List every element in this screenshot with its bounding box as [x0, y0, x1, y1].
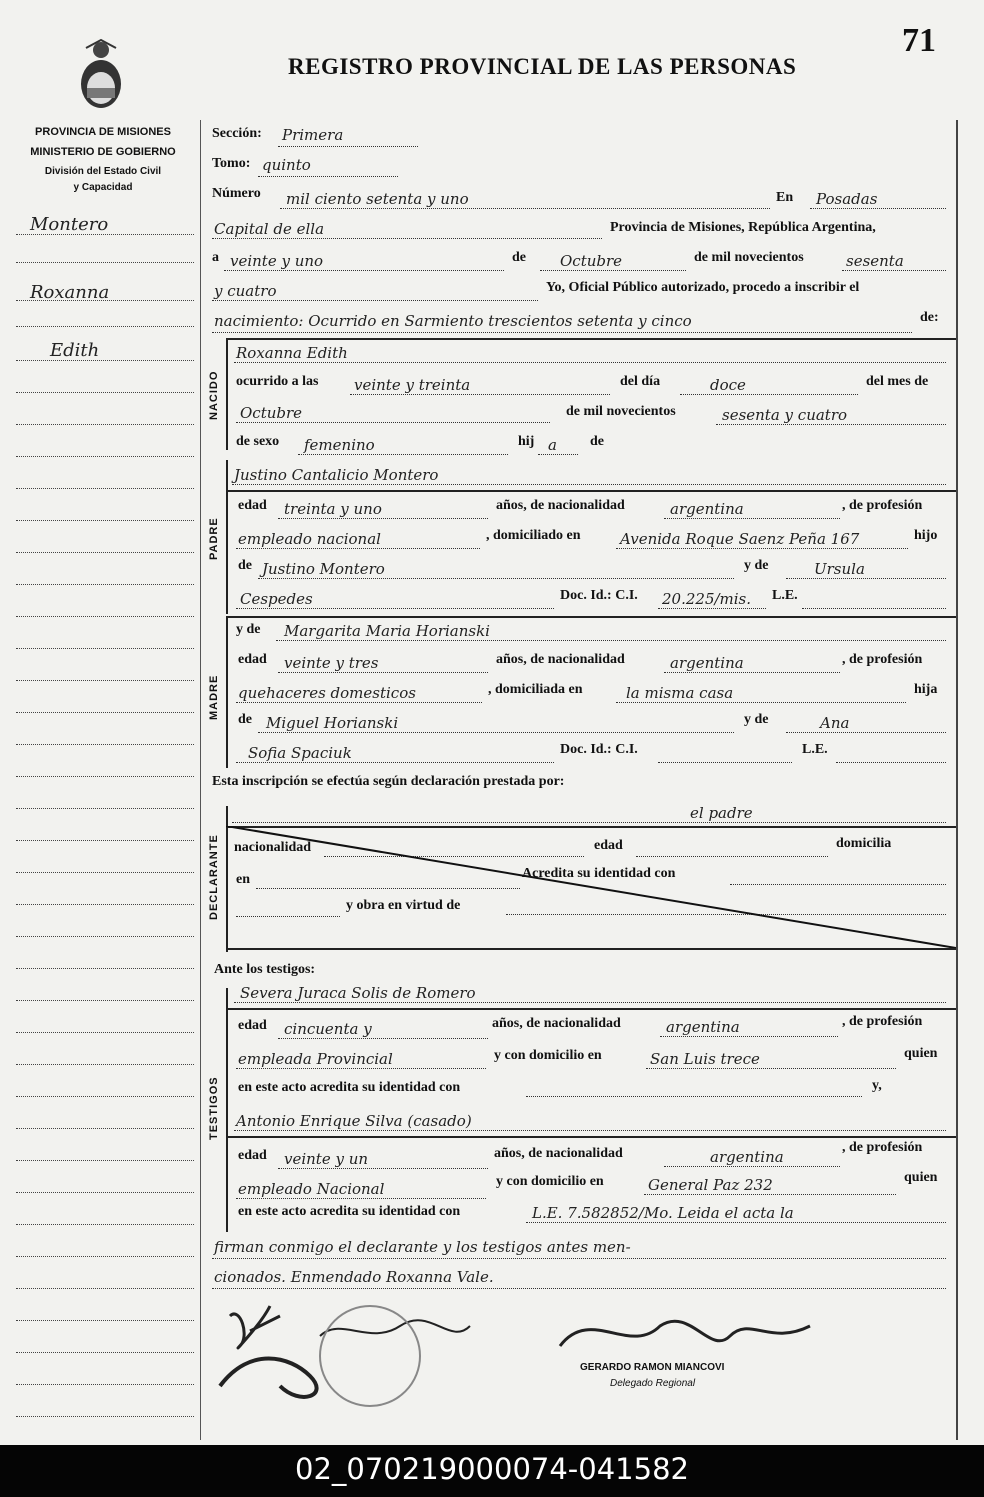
t2-nac-value: argentina	[710, 1148, 784, 1166]
anio-inscripcion-value: sesenta	[846, 252, 904, 270]
padre-dom-label: , domiciliado en	[486, 528, 581, 543]
madre-nac-value: argentina	[670, 654, 744, 672]
cancel-slash-line	[226, 826, 956, 948]
madre-prof-value: quehaceres domesticos	[238, 684, 416, 702]
t2-dom-label: y con domicilio en	[496, 1174, 604, 1189]
abuela-paterna-value: Ursula	[814, 560, 865, 578]
padre-le-label: L.E.	[772, 588, 798, 603]
document-title: REGISTRO PROVINCIAL DE LAS PERSONAS	[288, 54, 797, 79]
numero-value: mil ciento setenta y uno	[286, 190, 469, 208]
padre-doc-label: Doc. Id.: C.I.	[560, 588, 638, 603]
en-value: Posadas	[816, 190, 878, 208]
margin-surname: Montero	[30, 214, 109, 235]
t2-edad-label: edad	[238, 1148, 267, 1163]
t1-prof-value: empleada Provincial	[238, 1050, 393, 1068]
abuelo-paterno-value: Justino Montero	[262, 560, 385, 578]
coat-of-arms-icon	[76, 38, 126, 118]
t1-nac-value: argentina	[666, 1018, 740, 1036]
office-division: División del Estado Civil	[44, 166, 162, 177]
testigo1-nombre-value: Severa Juraca Solis de Romero	[240, 984, 476, 1002]
tomo-label: Tomo:	[212, 156, 251, 171]
padre-de-label: de	[238, 558, 252, 573]
en-label: En	[776, 190, 794, 205]
office-capacidad: y Capacidad	[73, 182, 133, 193]
margin-second-name: Edith	[50, 340, 100, 361]
t1-edad-label: edad	[238, 1018, 267, 1033]
t1-acredita-label: en este acto acredita su identidad con	[238, 1080, 461, 1095]
a-label: a	[212, 250, 219, 265]
madre-dom-label: , domiciliada en	[488, 682, 583, 697]
provincia-label: Provincia de Misiones, República Argentina,	[610, 220, 876, 235]
hij-suffix-value: a	[548, 436, 557, 454]
madre-le-label: L.E.	[802, 742, 828, 757]
t1-dom-value: San Luis trece	[650, 1050, 760, 1068]
t2-edad-value: veinte y un	[284, 1150, 369, 1168]
tomo-value: quinto	[262, 156, 311, 174]
anio-inscripcion-value-2: y cuatro	[214, 282, 277, 300]
t2-dom-value: General Paz 232	[648, 1176, 773, 1194]
yo-label: Yo, Oficial Público autorizado, procedo a inscribir el	[546, 280, 860, 295]
madre-de-label: de	[238, 712, 252, 727]
sexo-label: de sexo	[236, 434, 280, 449]
del-dia-label: del día	[620, 374, 661, 389]
madre-edad-value: veinte y tres	[284, 654, 379, 672]
de-mil-label: de mil novecientos	[694, 250, 804, 265]
numero-label: Número	[212, 186, 261, 201]
madre-nac-label: años, de nacionalidad	[496, 652, 625, 667]
seal-stamp	[320, 1306, 420, 1406]
anio-nacimiento-value: sesenta y cuatro	[722, 406, 848, 424]
acredita-label: Acredita su identidad con	[522, 866, 676, 881]
page-number: 71	[902, 22, 936, 59]
mes-nacimiento-value: Octubre	[240, 404, 303, 422]
testigos-side-label: TESTIGOS	[208, 1076, 220, 1140]
t2-acredita-label: en este acto acredita su identidad con	[238, 1204, 461, 1219]
official-stamp-title: Delegado Regional	[610, 1378, 696, 1389]
padre-side-label: PADRE	[208, 517, 220, 560]
seccion-value: Primera	[282, 126, 344, 144]
de-colon-label: de:	[920, 310, 939, 325]
declarante-en-label: en	[236, 872, 250, 887]
t2-nac-label: años, de nacionalidad	[494, 1146, 623, 1161]
acta-value: nacimiento: Ocurrido en Sarmiento trescientos setenta y cinco	[214, 312, 692, 330]
padre-nac-label: años, de nacionalidad	[496, 498, 625, 513]
abuelo-materno-value: Miguel Horianski	[266, 714, 399, 732]
madre-edad-label: edad	[238, 652, 267, 667]
signatures-area	[210, 1296, 950, 1426]
t1-edad-value: cincuenta y	[284, 1020, 372, 1038]
inscripcion-label: Esta inscripción se efectúa según declaración prestada por:	[212, 774, 565, 789]
t1-nac-label: años, de nacionalidad	[492, 1016, 621, 1031]
t1-y-label: y,	[872, 1078, 882, 1093]
cierre-line-1: firman conmigo el declarante y los testigos antes men-	[214, 1238, 631, 1256]
padre-nombre-value: Justino Cantalicio Montero	[234, 466, 439, 484]
abuela-paterna-value-2: Cespedes	[240, 590, 313, 608]
seccion-label: Sección:	[212, 126, 262, 141]
t2-doc-value: L.E. 7.582852/Mo. Leida el acta la	[532, 1204, 794, 1222]
de-mil-2-label: de mil novecientos	[566, 404, 676, 419]
capital-value: Capital de ella	[214, 220, 325, 238]
padre-ci-value: 20.225/mis.	[662, 590, 752, 608]
scan-id-footer: 02_070219000074-041582	[0, 1445, 984, 1497]
madre-dom-value: la misma casa	[626, 684, 734, 702]
testigo2-nombre-value: Antonio Enrique Silva (casado)	[236, 1112, 472, 1130]
madre-nombre-value: Margarita Maria Horianski	[284, 622, 490, 640]
signature-3	[320, 1320, 470, 1336]
dia-value: doce	[710, 376, 746, 394]
signature-2	[220, 1359, 317, 1397]
madre-doc-label: Doc. Id.: C.I.	[560, 742, 638, 757]
padre-edad-label: edad	[238, 498, 267, 513]
padre-edad-value: treinta y uno	[284, 500, 382, 518]
sexo-value: femenino	[304, 436, 375, 454]
declarante-side-label: DECLARANTE	[208, 834, 220, 920]
office-province: PROVINCIA DE MISIONES	[35, 126, 171, 138]
t1-dom-label: y con domicilio en	[494, 1048, 602, 1063]
t2-prof-value: empleado Nacional	[238, 1180, 385, 1198]
declarante-edad-label: edad	[594, 838, 623, 853]
t2-prof-label: , de profesión	[842, 1140, 923, 1155]
margin-first-name: Roxanna	[30, 282, 110, 303]
mes-inscripcion-value: Octubre	[560, 252, 623, 270]
office-ministry: MINISTERIO DE GOBIERNO	[30, 146, 176, 158]
t2-quien-label: quien	[904, 1170, 938, 1185]
signature-1	[230, 1306, 280, 1348]
madre-prof-label: , de profesión	[842, 652, 923, 667]
madre-side-label: MADRE	[208, 674, 220, 720]
testigos-label: Ante los testigos:	[214, 962, 316, 977]
cierre-line-2: cionados. Enmendado Roxanna Vale.	[214, 1268, 494, 1286]
hijo-label: hijo	[914, 528, 938, 543]
ocurrido-label: ocurrido a las	[236, 374, 319, 389]
madre-y-de-2-label: y de	[744, 712, 769, 727]
madre-y-de-label: y de	[236, 622, 261, 637]
nombre-nacido-value: Roxanna Edith	[236, 344, 348, 362]
padre-y-de-label: y de	[744, 558, 769, 573]
t1-prof-label: , de profesión	[842, 1014, 923, 1029]
nacido-side-label: NACIDO	[208, 370, 220, 420]
official-stamp-name: GERARDO RAMON MIANCOVI	[580, 1362, 725, 1373]
dia-inscripcion-value: veinte y uno	[230, 252, 324, 270]
signature-4	[560, 1321, 810, 1346]
declarante-dom-label: domicilia	[836, 836, 892, 851]
padre-nac-value: argentina	[670, 500, 744, 518]
hora-value: veinte y treinta	[354, 376, 471, 394]
de-label: de	[512, 250, 526, 265]
hija-label: hija	[914, 682, 938, 697]
hij-label: hij	[518, 434, 535, 449]
declarante-value: el padre	[690, 804, 753, 822]
declarante-nac-label: nacionalidad	[234, 840, 312, 855]
t1-quien-label: quien	[904, 1046, 938, 1061]
de-2-label: de	[590, 434, 604, 449]
padre-prof-value: empleado nacional	[238, 530, 381, 548]
abuela-materna-value: Ana	[820, 714, 850, 732]
obra-label: y obra en virtud de	[346, 898, 461, 913]
padre-dom-value: Avenida Roque Saenz Peña 167	[620, 530, 860, 548]
abuela-materna-value-2: Sofia Spaciuk	[248, 744, 352, 762]
padre-prof-label: , de profesión	[842, 498, 923, 513]
del-mes-label: del mes de	[866, 374, 929, 389]
